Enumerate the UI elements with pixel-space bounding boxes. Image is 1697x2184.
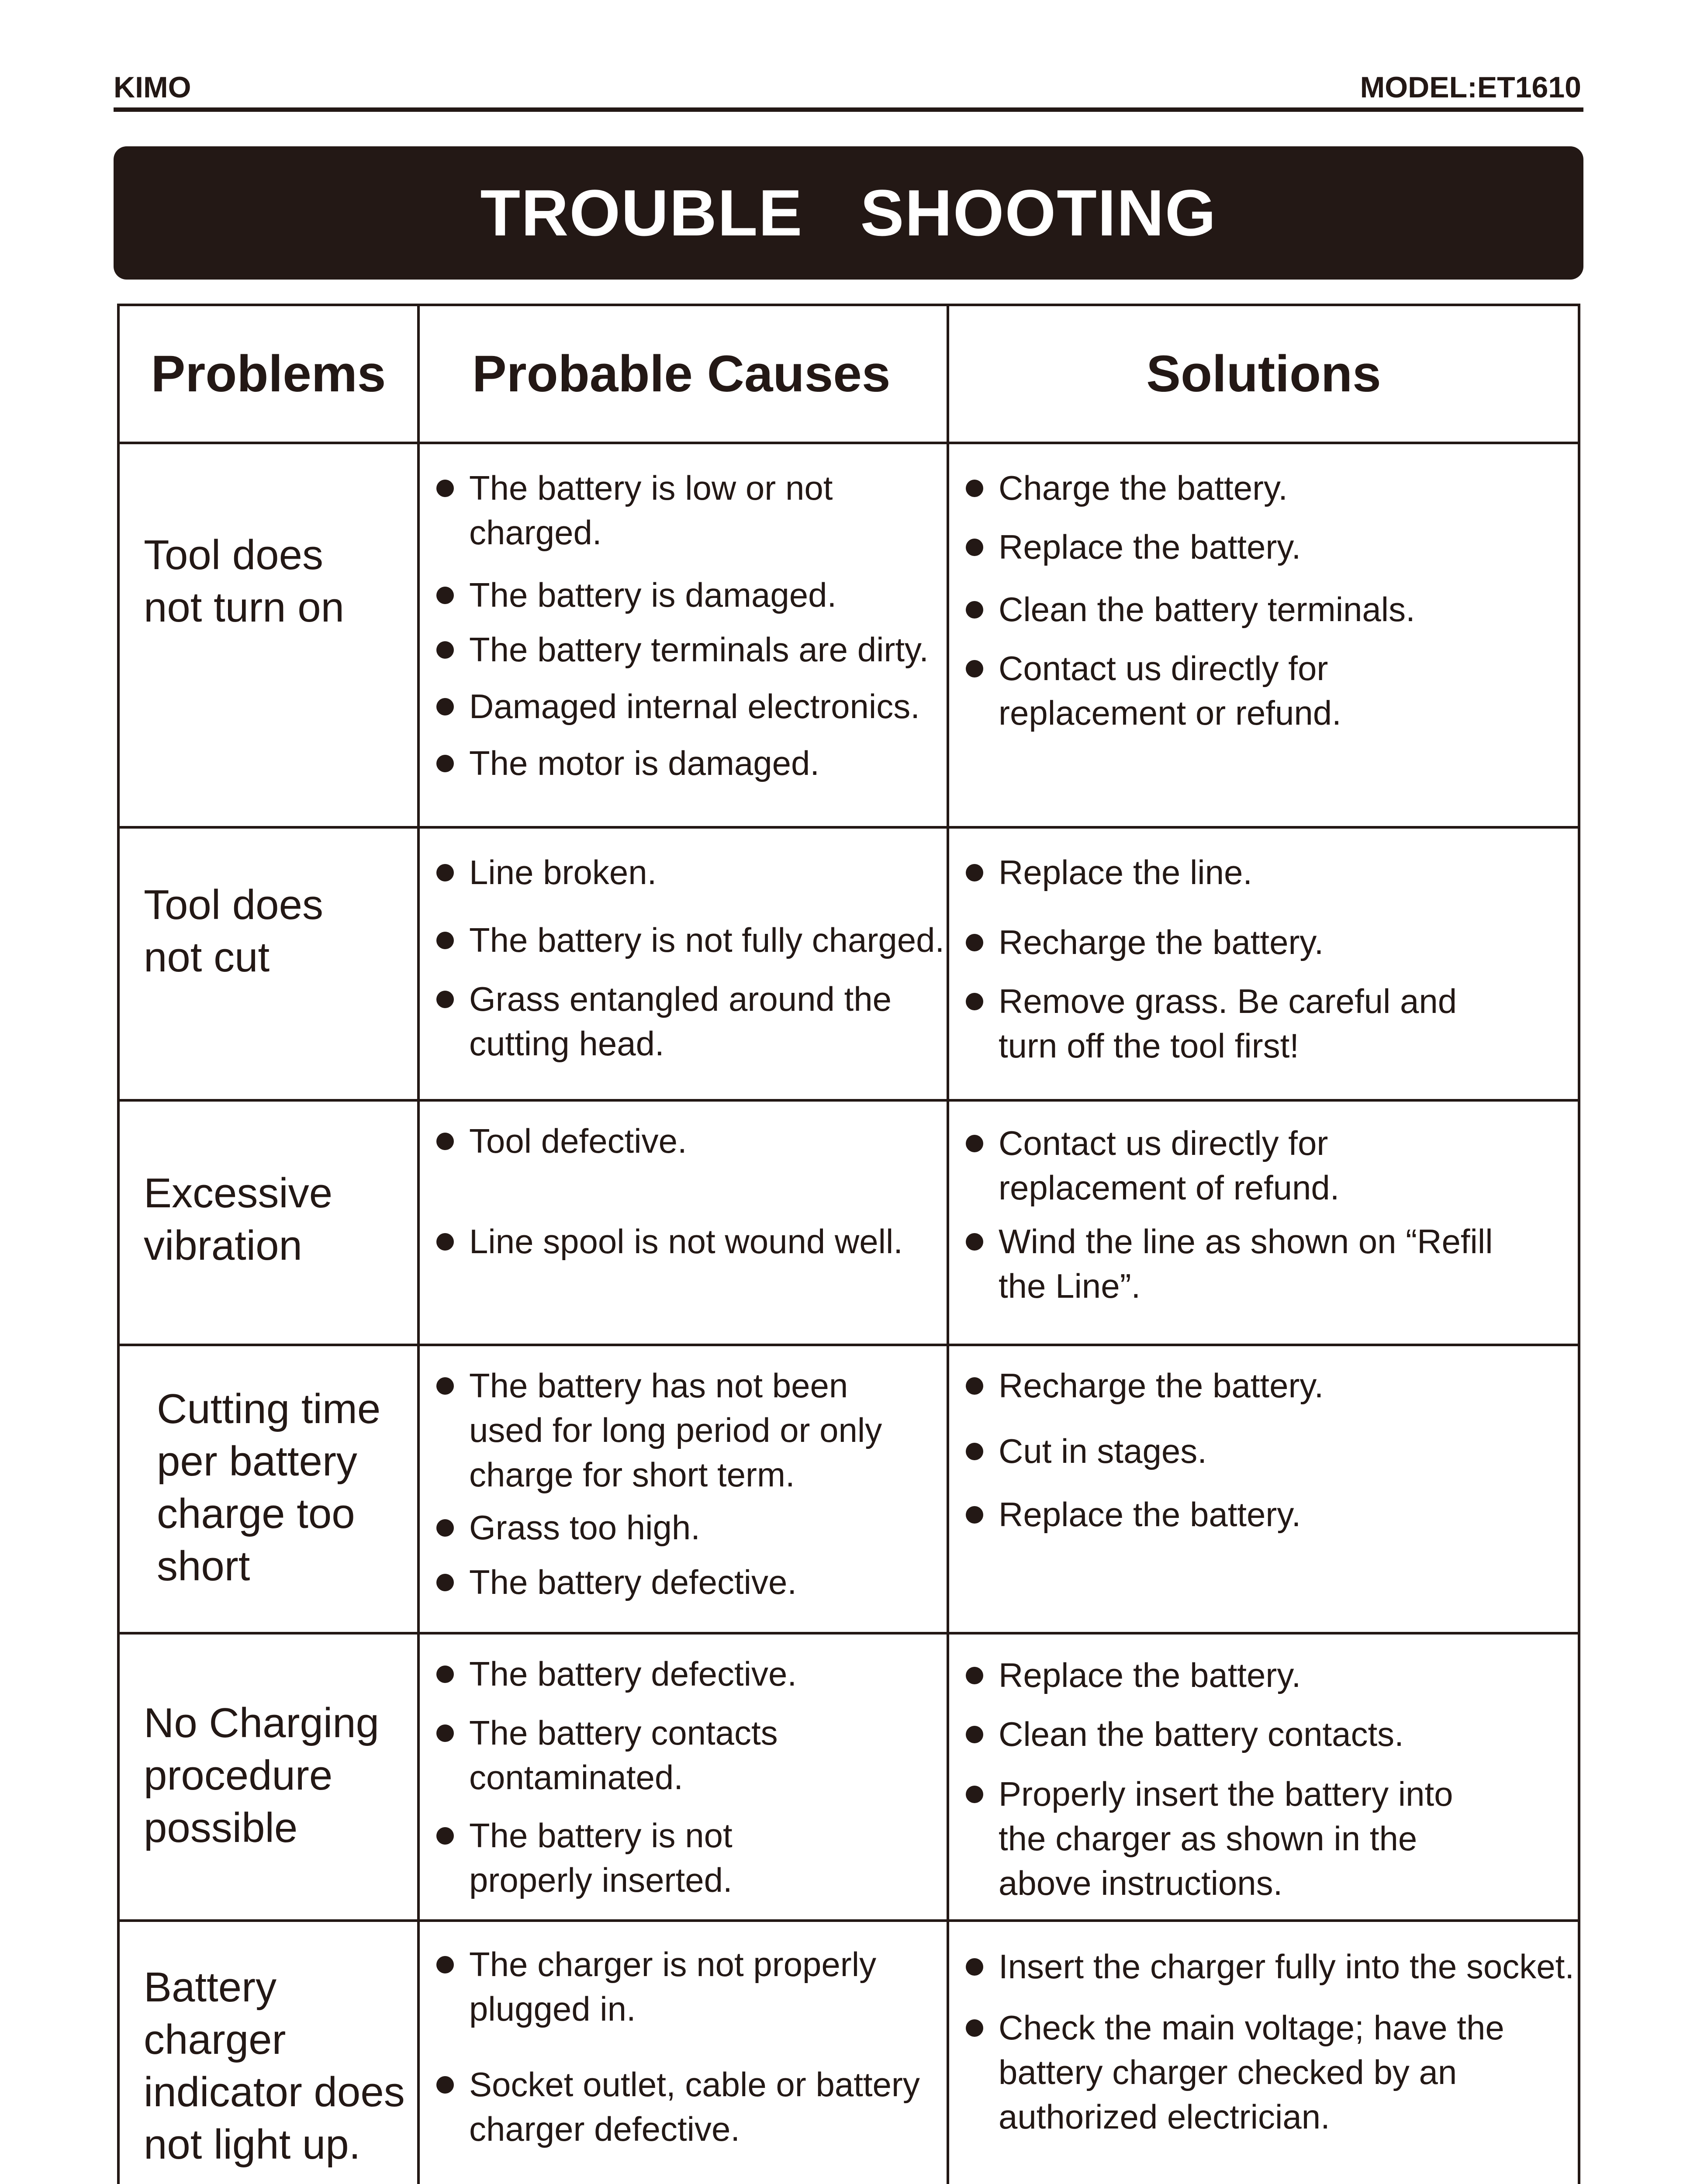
solution-text: Clean the battery terminals. (999, 590, 1415, 629)
header-divider (114, 107, 1583, 112)
bullet-icon (966, 1443, 983, 1460)
cause-text: The battery is not fully charged. (469, 921, 945, 959)
solution-text: Recharge the battery. (999, 1366, 1324, 1405)
problem-text: Tool does not cut (144, 881, 323, 981)
solution-text: Contact us directly for replacement of refund. (999, 1124, 1340, 1207)
bullet-icon (966, 1135, 983, 1152)
bullet-icon (436, 991, 454, 1008)
bullet-icon (436, 587, 454, 604)
bullet-icon (966, 1377, 983, 1395)
solution-item (955, 1944, 1580, 1989)
cause-item (425, 1505, 950, 1550)
bullet-icon (966, 1233, 983, 1251)
bullet-icon (966, 934, 983, 951)
bullet-icon (966, 1506, 983, 1524)
cause-item (425, 1942, 932, 2031)
solution-item (955, 979, 1523, 1068)
cause-item (425, 977, 923, 1066)
cause-text: The motor is damaged. (469, 744, 820, 782)
bullet-icon (436, 641, 454, 659)
cause-text: Damaged internal electronics. (469, 687, 920, 726)
bullet-icon (436, 864, 454, 881)
solution-text: Insert the charger fully into the socket. (999, 1947, 1575, 1986)
bullet-icon (436, 755, 454, 772)
bullet-icon (966, 660, 983, 677)
solution-text: Cut in stages. (999, 1432, 1207, 1470)
bullet-icon (436, 1956, 454, 1973)
problem-cell (157, 1346, 436, 1629)
cause-item (425, 627, 950, 672)
cause-text: The battery terminals are dirty. (469, 630, 929, 669)
cause-item (425, 850, 950, 895)
solution-item (955, 1492, 1575, 1537)
problem-text: No Charging procedure possible (144, 1700, 379, 1851)
cause-text: Line spool is not wound well. (469, 1222, 903, 1261)
cause-item (425, 684, 950, 729)
solution-text: Properly insert the battery into the charger as shown in the above instructions. (999, 1775, 1453, 1902)
model-number: MODEL:ET1610 (1360, 71, 1581, 104)
problem-cell (144, 1635, 423, 1917)
cause-text: The battery is not properly inserted. (469, 1816, 733, 1899)
cause-item (425, 1219, 950, 1264)
cause-item (425, 1560, 950, 1604)
cause-text: Tool defective. (469, 1122, 687, 1160)
bullet-icon (436, 480, 454, 497)
solution-text: Charge the battery. (999, 469, 1288, 507)
page-title: TROUBLE SHOOTING (480, 176, 1217, 249)
problem-text: Tool does not turn on (144, 532, 344, 631)
bullet-icon (966, 1667, 983, 1684)
cause-text: The battery is damaged. (469, 576, 837, 614)
solution-text: Remove grass. Be careful and turn off the tool first! (999, 982, 1457, 1065)
cause-text: The battery contacts contaminated. (469, 1714, 778, 1797)
bullet-icon (436, 698, 454, 715)
cause-text: The charger is not properly plugged in. (469, 1945, 877, 2028)
bullet-icon (436, 1233, 454, 1251)
problem-cell (144, 829, 423, 1034)
solution-text: Wind the line as shown on “Refill the Line”. (999, 1222, 1493, 1305)
solution-item (955, 587, 1575, 632)
section-banner (114, 146, 1583, 280)
cause-item (425, 2062, 950, 2151)
bullet-icon (966, 1958, 983, 1976)
cause-item (425, 1363, 919, 1497)
cause-item (425, 1652, 950, 1696)
solution-item (955, 466, 1575, 510)
bullet-icon (436, 1377, 454, 1395)
bullet-icon (436, 932, 454, 949)
bullet-icon (966, 864, 983, 881)
cause-item (425, 1711, 862, 1800)
solution-text: Clean the battery contacts. (999, 1715, 1404, 1753)
cause-text: Grass too high. (469, 1508, 700, 1547)
problem-cell (144, 442, 423, 721)
solution-text: Replace the line. (999, 853, 1253, 892)
column-header-problems: Problems (151, 345, 386, 403)
bullet-icon (966, 539, 983, 556)
column-header-causes: Probable Causes (472, 345, 891, 403)
solution-text: Replace the battery. (999, 1656, 1301, 1694)
cause-item (425, 918, 950, 962)
cause-item (425, 1813, 862, 1902)
problem-cell (144, 1102, 423, 1337)
cause-text: The battery defective. (469, 1655, 797, 1693)
problem-text: Excessive vibration (144, 1170, 333, 1269)
solution-item (955, 920, 1575, 964)
solution-text: Replace the battery. (999, 528, 1301, 566)
bullet-icon (436, 1574, 454, 1591)
page-header (114, 66, 1581, 109)
cause-text: The battery is low or not charged. (469, 469, 833, 552)
solution-text: Replace the battery. (999, 1495, 1301, 1534)
problem-text: Cutting time per battery charge too short (157, 1386, 381, 1590)
bullet-icon (966, 1726, 983, 1743)
solution-item (955, 1219, 1523, 1308)
cause-item (425, 466, 950, 555)
bullet-icon (966, 993, 983, 1010)
problem-text: Battery charger indicator does not light up. (144, 1964, 405, 2168)
bullet-icon (436, 1133, 454, 1150)
solution-item (955, 2005, 1523, 2139)
bullet-icon (966, 480, 983, 497)
solution-item (955, 646, 1523, 735)
cause-item (425, 741, 950, 785)
solution-text: Contact us directly for replacement or refund. (999, 649, 1341, 732)
cause-item (425, 1119, 950, 1163)
solution-text: Recharge the battery. (999, 923, 1324, 961)
bullet-icon (966, 601, 983, 619)
solution-item (955, 1121, 1523, 1210)
solution-item (955, 850, 1575, 895)
solution-item (955, 1712, 1575, 1756)
bullet-icon (436, 1827, 454, 1845)
solution-text: Check the main voltage; have the battery charger checked by an authorized electrician. (999, 2008, 1504, 2136)
cause-text: Socket outlet, cable or battery charger defective. (469, 2065, 920, 2148)
bullet-icon (436, 1666, 454, 1683)
column-header-solutions: Solutions (1146, 345, 1381, 403)
solution-item (955, 525, 1575, 569)
bullet-icon (436, 1519, 454, 1537)
bullet-icon (436, 1724, 454, 1742)
troubleshooting-table (117, 304, 1580, 2184)
solution-item (955, 1772, 1492, 1905)
solution-item (955, 1363, 1575, 1408)
cause-item (425, 573, 950, 617)
cause-text: Line broken. (469, 853, 657, 892)
bullet-icon (436, 2076, 454, 2094)
solution-item (955, 1429, 1575, 1473)
bullet-icon (966, 1786, 983, 1803)
cause-text: The battery defective. (469, 1563, 797, 1601)
problem-cell (144, 1922, 423, 2184)
cause-text: The battery has not been used for long period or only charge for short term. (469, 1366, 882, 1494)
cause-text: Grass entangled around the cutting head. (469, 980, 892, 1063)
solution-item (955, 1653, 1575, 1697)
brand-name: KIMO (114, 71, 191, 104)
bullet-icon (966, 2019, 983, 2037)
